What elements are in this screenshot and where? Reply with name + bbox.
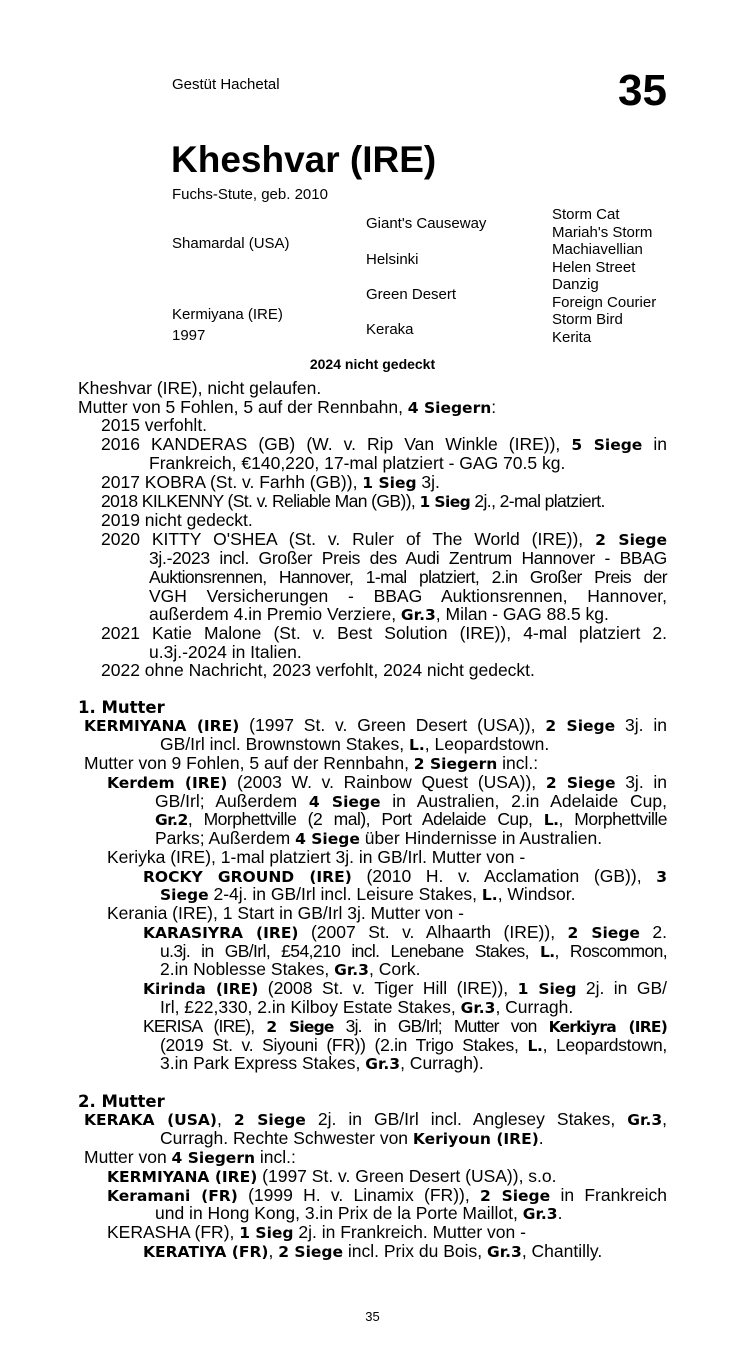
text-run: GB/Irl incl. Brownstown Stakes, bbox=[160, 734, 409, 754]
text-run: Mutter von 9 Fohlen, 5 auf der Rennbahn, bbox=[84, 753, 414, 773]
text-run: incl.: bbox=[497, 753, 539, 773]
bold-text: Gr.3 bbox=[627, 1111, 663, 1129]
record-line bbox=[149, 605, 609, 625]
record-line: 2015 verfohlt. bbox=[101, 415, 208, 435]
text-run: (1997 St. v. Green Desert (USA)), bbox=[239, 715, 546, 735]
text-run: und in Hong Kong, 3.in Prix de la Porte Maillot, bbox=[155, 1203, 523, 1223]
bold-text: ROCKY GROUND (IRE) bbox=[143, 868, 352, 886]
pedigree-dam-year: 1997 bbox=[172, 327, 206, 344]
bold-text: 4 Siegern bbox=[171, 1149, 256, 1167]
text-run: , Morphettville bbox=[558, 809, 667, 829]
dam-line bbox=[107, 1223, 526, 1243]
bold-text: 2 Siegern bbox=[413, 755, 498, 773]
bold-text: 2 Siege bbox=[545, 774, 616, 792]
bold-text: L. bbox=[539, 943, 555, 961]
text-run: , Windsor. bbox=[497, 884, 576, 904]
text-run: 3j. in GB/Irl; Mutter von bbox=[333, 1016, 549, 1036]
bold-text: Gr.3 bbox=[334, 961, 369, 979]
text-run: KERASHA (FR), bbox=[107, 1222, 240, 1242]
text-run: , Curragh). bbox=[400, 1053, 484, 1073]
text-run: , bbox=[268, 1241, 279, 1261]
dam-line bbox=[143, 979, 667, 999]
section-heading: 2. Mutter bbox=[78, 1092, 165, 1111]
record-line: 2021 Katie Malone (St. v. Best Solution (IRE)), 4-mal platziert 2. bbox=[101, 623, 667, 643]
dam-line bbox=[160, 998, 573, 1018]
bold-text: 1 Sieg bbox=[517, 980, 577, 998]
record-line: 2022 ohne Nachricht, 2023 verfohlt, 2024 nicht gedeckt. bbox=[101, 660, 535, 680]
dam-line bbox=[155, 829, 602, 849]
bold-text: Gr.3 bbox=[460, 999, 496, 1017]
text-run: . bbox=[538, 1128, 544, 1148]
text-run: 2j. in GB/ bbox=[576, 978, 667, 998]
bold-text: 2 Siege bbox=[266, 1018, 334, 1036]
dam-line bbox=[160, 1129, 544, 1149]
section-heading: 1. Mutter bbox=[78, 698, 165, 717]
bold-text: 5 Siege bbox=[571, 436, 643, 454]
pedigree-ggp: Storm Bird bbox=[552, 311, 623, 328]
bold-text: 4 Siege bbox=[295, 830, 360, 848]
bold-text: Gr.3 bbox=[522, 1205, 558, 1223]
bold-text: L. bbox=[481, 886, 498, 904]
record-line: 3j.-2023 incl. Großer Preis des Audi Zentrum Hannover - BBAG bbox=[149, 548, 667, 568]
pedigree-ggp: Kerita bbox=[552, 329, 592, 346]
bold-text: 4 Siege bbox=[308, 793, 381, 811]
text-run: 3j. in bbox=[615, 772, 668, 792]
record-line bbox=[101, 492, 605, 512]
text-run: , Curragh. bbox=[495, 997, 574, 1017]
text-run: (1997 St. v. Green Desert (USA)), s.o. bbox=[257, 1166, 557, 1186]
text-run: , Milan - GAG 88.5 kg. bbox=[435, 604, 609, 624]
dam-line bbox=[155, 1204, 562, 1224]
dam-line bbox=[143, 1242, 602, 1262]
text-run: 2-4j. in GB/Irl incl. Leisure Stakes, bbox=[208, 884, 482, 904]
stud-name: Gestüt Hachetal bbox=[172, 76, 280, 93]
text-run: über Hindernisse in Australien. bbox=[359, 828, 603, 848]
text-run: Parks; Außerdem bbox=[155, 828, 296, 848]
dam-line bbox=[84, 716, 667, 736]
page-number-header: 35 bbox=[618, 66, 667, 115]
bold-text: Kerkiyra (IRE) bbox=[548, 1018, 667, 1036]
bold-text: 3 bbox=[656, 868, 667, 886]
bold-text: 2 Siege bbox=[545, 717, 616, 735]
dam-line bbox=[107, 773, 667, 793]
bold-text: 2 Siege bbox=[595, 531, 667, 549]
dam-line: Keriyka (IRE), 1-mal platziert 3j. in GB/Irl. Mutter von - bbox=[107, 847, 526, 867]
text-run: , bbox=[217, 1109, 234, 1129]
record-line bbox=[101, 473, 440, 493]
pedigree-sire-dam: Helsinki bbox=[366, 251, 419, 268]
pedigree-ggp: Storm Cat bbox=[552, 206, 620, 223]
pedigree-dam: Kermiyana (IRE) bbox=[172, 306, 283, 323]
bold-text: 1 Sieg bbox=[362, 474, 417, 492]
status-note: 2024 nicht gedeckt bbox=[309, 356, 436, 372]
text-run: Irl, £22,330, 2.in Kilboy Estate Stakes, bbox=[160, 997, 461, 1017]
text-run: außerdem 4.in Premio Verziere, bbox=[149, 604, 401, 624]
record-line: Kheshvar (IRE), nicht gelaufen. bbox=[78, 378, 322, 398]
bold-text: Gr.3 bbox=[486, 1243, 522, 1261]
text-run: 2016 KANDERAS (GB) (W. v. Rip Van Winkle (IRE)), bbox=[101, 434, 572, 454]
bold-text: 1 Sieg bbox=[419, 493, 471, 511]
dam-line bbox=[84, 1148, 296, 1168]
pedigree-ggp: Danzig bbox=[552, 276, 599, 293]
bold-text: Gr.2 bbox=[155, 811, 188, 829]
text-run: 2017 KOBRA (St. v. Farhh (GB)), bbox=[101, 472, 363, 492]
text-run: in Australien, 2.in Adelaide Cup, bbox=[380, 791, 667, 811]
dam-line bbox=[160, 885, 576, 905]
bold-text: KERATIYA (FR) bbox=[143, 1243, 269, 1261]
dam-line: Kerania (IRE), 1 Start in GB/Irl 3j. Mutter von - bbox=[107, 903, 464, 923]
horse-description: Fuchs-Stute, geb. 2010 bbox=[172, 186, 328, 203]
text-run: (2010 H. v. Acclamation (GB)), bbox=[351, 866, 657, 886]
text-run: 2j. in GB/Irl incl. Anglesey Stakes, bbox=[305, 1109, 628, 1129]
text-run: , Leopardstown, bbox=[542, 1035, 667, 1055]
text-run: Mutter von 5 Fohlen, 5 auf der Rennbahn, bbox=[78, 397, 408, 417]
bold-text: Kirinda (IRE) bbox=[143, 980, 259, 998]
text-run: 3j. in bbox=[615, 715, 667, 735]
pedigree-ggp: Foreign Courier bbox=[552, 294, 657, 311]
text-run: . bbox=[557, 1203, 563, 1223]
bold-text: KERMIYANA (IRE) bbox=[84, 717, 240, 735]
bold-text: Keriyoun (IRE) bbox=[412, 1130, 539, 1148]
text-run: , Morphettville (2 mal), Port Adelaide Cup, bbox=[187, 809, 544, 829]
text-run: , Leopardstown. bbox=[424, 734, 550, 754]
record-line bbox=[101, 435, 667, 455]
bold-text: Siege bbox=[160, 886, 209, 904]
text-run: incl.: bbox=[255, 1147, 296, 1167]
bold-text: Kerdem (IRE) bbox=[107, 774, 228, 792]
horse-name-title: Kheshvar (IRE) bbox=[171, 139, 437, 180]
text-run: 2j., 2-mal platziert. bbox=[470, 491, 605, 511]
bold-text: 2 Siege bbox=[233, 1111, 306, 1129]
text-run: (2003 W. v. Rainbow Quest (USA)), bbox=[227, 772, 546, 792]
bold-text: 4 Siegern bbox=[407, 399, 492, 417]
pedigree-sire-sire: Giant's Causeway bbox=[366, 215, 487, 232]
bold-text: KERAKA (USA) bbox=[84, 1111, 217, 1129]
record-line: 2019 nicht gedeckt. bbox=[101, 510, 253, 530]
text-run: 2.in Noblesse Stakes, bbox=[160, 959, 335, 979]
bold-text: 1 Sieg bbox=[239, 1224, 294, 1242]
text-run: 2020 KITTY O'SHEA (St. v. Ruler of The World (IRE)), bbox=[101, 529, 596, 549]
text-run: : bbox=[491, 397, 497, 417]
text-run: 3.in Park Express Stakes, bbox=[160, 1053, 366, 1073]
bold-text: L. bbox=[527, 1037, 543, 1055]
dam-line bbox=[155, 810, 667, 830]
dam-line bbox=[143, 1017, 667, 1037]
bold-text: L. bbox=[543, 811, 559, 829]
text-run: , Roscommon, bbox=[554, 941, 667, 961]
record-line: Frankreich, €140,220, 17-mal platziert - GAG 70.5 kg. bbox=[149, 453, 566, 473]
pedigree-sire: Shamardal (USA) bbox=[172, 235, 290, 252]
record-line: Auktionsrennen, Hannover, 1-mal platziert, 2.in Großer Preis der bbox=[149, 567, 667, 587]
text-run: KERISA (IRE), bbox=[143, 1016, 267, 1036]
dam-line bbox=[160, 735, 549, 755]
dam-line bbox=[160, 1054, 484, 1074]
text-run: in Frankreich bbox=[550, 1185, 667, 1205]
dam-line bbox=[84, 754, 538, 774]
text-run: Curragh. Rechte Schwester von bbox=[160, 1128, 413, 1148]
text-run: u.3j. in GB/Irl, £54,210 incl. Lenebane Stakes, bbox=[160, 941, 540, 961]
pedigree-ggp: Mariah's Storm bbox=[552, 224, 653, 241]
text-run: , bbox=[662, 1109, 667, 1129]
text-run: Mutter von bbox=[84, 1147, 172, 1167]
record-line: u.3j.-2024 in Italien. bbox=[149, 642, 302, 662]
record-line bbox=[101, 530, 667, 550]
text-run: (2019 St. v. Siyouni (FR)) (2.in Trigo Stakes, bbox=[160, 1035, 528, 1055]
text-run: (2008 St. v. Tiger Hill (IRE)), bbox=[258, 978, 518, 998]
bold-text: 2 Siege bbox=[567, 924, 640, 942]
text-run: GB/Irl; Außerdem bbox=[155, 791, 309, 811]
pedigree-ggp: Helen Street bbox=[552, 259, 636, 276]
bold-text: Gr.3 bbox=[400, 606, 436, 624]
pedigree-dam-sire: Green Desert bbox=[366, 286, 457, 303]
text-run: 2. bbox=[639, 922, 667, 942]
bold-text: L. bbox=[408, 736, 425, 754]
bold-text: Gr.3 bbox=[365, 1055, 401, 1073]
dam-line bbox=[84, 1110, 667, 1130]
bold-text: KERMIYANA (IRE) bbox=[107, 1168, 258, 1186]
text-run: incl. Prix du Bois, bbox=[343, 1241, 487, 1261]
page-number-footer: 35 bbox=[365, 1309, 380, 1324]
text-run: , Cork. bbox=[368, 959, 421, 979]
dam-line bbox=[107, 1167, 557, 1187]
record-line: VGH Versicherungen - BBAG Auktionsrennen, Hannover, bbox=[149, 586, 667, 606]
text-run: (1999 H. v. Linamix (FR)), bbox=[237, 1185, 480, 1205]
pedigree-dam-dam: Keraka bbox=[366, 321, 414, 338]
bold-text: KARASIYRA (IRE) bbox=[143, 924, 299, 942]
bold-text: 2 Siege bbox=[278, 1243, 344, 1261]
bold-text: Keramani (FR) bbox=[107, 1187, 238, 1205]
dam-line bbox=[143, 923, 667, 943]
text-run: , Chantilly. bbox=[521, 1241, 603, 1261]
text-run: 2018 KILKENNY (St. v. Reliable Man (GB)), bbox=[101, 491, 420, 511]
text-run: 3j. bbox=[416, 472, 440, 492]
dam-line bbox=[160, 960, 421, 980]
text-run: 2j. in Frankreich. Mutter von - bbox=[293, 1222, 526, 1242]
pedigree-ggp: Machiavellian bbox=[552, 241, 643, 258]
text-run: in bbox=[642, 434, 668, 454]
text-run: (2007 St. v. Alhaarth (IRE)), bbox=[298, 922, 568, 942]
bold-text: 2 Siege bbox=[479, 1187, 551, 1205]
